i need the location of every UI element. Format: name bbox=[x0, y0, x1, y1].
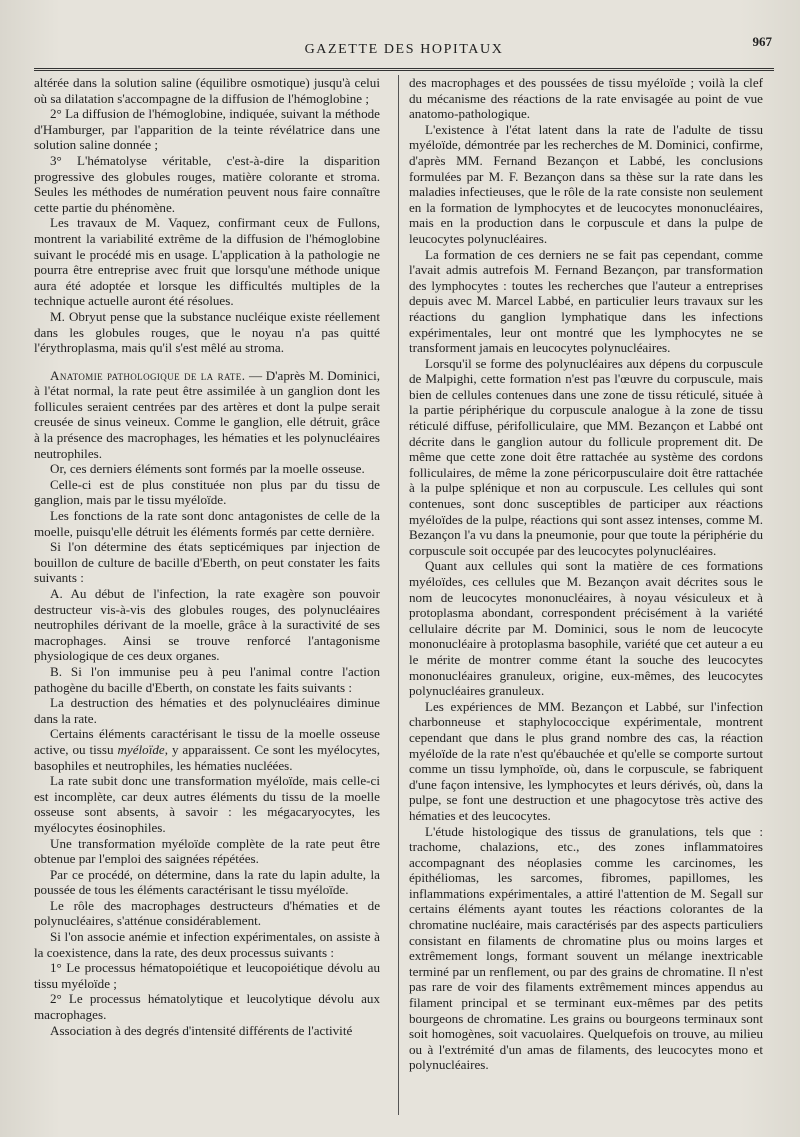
paragraph bbox=[34, 726, 380, 773]
paragraph: Lorsqu'il se forme des polynucléaires aux dépens du corpuscule de Malpighi, cette formation n'est pas l'œuvre du corpuscule, mais bien de cellules contenues dans une zone de tissu réticulé, située à la partie périphérique du corpuscule analogue à la zone de tissu réticulé diffuse, périfolliculaire, que MM. Bezançon et Labbé ont décrite dans le ganglion autour du follicule proprement dit. De même que cette zone doit être rattachée au système des cordons folliculaires, de même la zone péricorpusculaire doit être rattachée à la pulpe splénique et non au corpuscule. Les cellules qui sont contenues, sont donc susceptibles de participer aux réactions myéloïdes de la pulpe, réactions qui sont assez intenses, comme M. Bezançon l'a vu dans la pneumonie, pour que toute la périphérie du corpuscule soit occupée par des leucocytes polynucléaires. bbox=[409, 355, 763, 558]
paragraph: des macrophages et des poussées de tissu myéloïde ; voilà la clef du mécanisme des réactions de la rate envisagée au point de vue anatomo-pathologique. bbox=[409, 75, 763, 122]
text-columns bbox=[34, 75, 774, 1115]
page-header bbox=[34, 28, 774, 58]
paragraph: 3° L'hématolyse véritable, c'est-à-dire la disparition progressive des globules rouges, matière colorante et stroma. Seules les méthodes de numération peuvent nous faire connaître cette partie du phénomène. bbox=[34, 152, 380, 215]
section-gap bbox=[34, 356, 380, 368]
paragraph: 2° Le processus hématolytique et leucolytique dévolu aux macrophages. bbox=[34, 991, 380, 1023]
paragraph: Quant aux cellules qui sont la matière de ces formations myéloïdes, ces cellules que M. Bezançon avait décrites sous le nom de leucocytes mononucléaires, à noyau vésiculeux et à protoplasma abondant, correspondent précisément à la variété cellulaire décrite par M. Dominici, sous le nom de leucocyte mononucléaire à protoplasma basophile, variété que cet auteur a eu le mérite de montrer comme étant la souche des leucocytes mononucléaires granuleux, origine, eux-mêmes, des leucocytes polynucléaires granuleux. bbox=[409, 558, 763, 699]
text-span: Certains éléments caractérisant le tissu de la moelle osseuse active, ou tissu bbox=[34, 726, 380, 757]
paragraph: Les expériences de MM. Bezançon et Labbé, sur l'infection charbonneuse et staphylococcique expérimentale, montrent cependant que dans le plus grand nombre des cas, la réaction myéloïde de la rate n'est qu'ébauchée et qu'elle se comporte surtout comme un tissu lymphoïde, où, dans le corpuscule, se fabriquent d'une façon intensive, les lymphocytes et leurs dérivés, où, dans la pulpe, se font une destruction et une phagocytose très active des hématies et des leucocytes. bbox=[409, 698, 763, 823]
page-number: 967 bbox=[752, 34, 772, 49]
column-divider bbox=[398, 75, 399, 1115]
paragraph: M. Obryut pense que la substance nucléique existe réellement dans les globules rouges, que le noyau n'a pas quitté l'érythroplasma, mais qu'il s'est mêlé au stroma. bbox=[34, 308, 380, 356]
paragraph: Le rôle des macrophages destructeurs d'hématies et de polynucléaires, s'atténue considérablement. bbox=[34, 897, 380, 929]
paragraph: Les travaux de M. Vaquez, confirmant ceux de Fullons, montrent la variabilité extrême de la diffusion de l'hémoglobine suivant le procédé mis en usage. L'application à la pathologie ne pourra être entreprise avec fruit que lorsqu'une méthode unique aura été adoptée et lorsque les difficultés multiples de la technique actuelle auront été résolues. bbox=[34, 215, 380, 309]
paragraph: La rate subit donc une transformation myéloïde, mais celle-ci est incomplète, car deux autres éléments du tissu de la moelle osseuse sont absents, à savoir : les mégacaryocytes, les myélocytes éosinophiles. bbox=[34, 773, 380, 835]
paragraph: Association à des degrés d'intensité différents de l'activité bbox=[50, 1022, 353, 1038]
paragraph: altérée dans la solution saline (équilibre osmotique) jusqu'à celui où sa dilatation s'accompagne de la diffusion de l'hémoglobine ; bbox=[34, 75, 380, 106]
paragraph: La formation de ces derniers ne se fait pas cependant, comme l'avait admis autrefois M. Fernand Bezançon, par transformation des lymphocytes : toutes les recherches que l'auteur a entreprises depuis avec M. Marcel Labbé, en particulier leurs travaux sur les réactions du ganglion lymphatique dans les infections expérimentales, leur ont montré que les lymphocytes ne se transforment jamais en leucocytes polynucléaires. bbox=[409, 246, 763, 356]
paragraph: La destruction des hématies et des polynucléaires diminue dans la rate. bbox=[34, 695, 380, 726]
paragraph: L'existence à l'état latent dans la rate de l'adulte de tissu myéloïde, démontrée par les recherches de M. Dominici, confirme, d'après MM. Fernand Bezançon et Labbé, les conclusions formulées par M. F. Bezançon dans sa thèse sur la rate dans les maladies infectieuses, que le rôle de la rate consiste non seulement en la formation de lymphocytes et de leucocytes mononucléaires, mais en la production dans le corpuscule et dans la pulpe de leucocytes polynucléaires. bbox=[409, 121, 763, 246]
paragraph: A. Au début de l'infection, la rate exagère son pouvoir destructeur vis-à-vis des globules rouges, des polynucléaires neutrophiles dérivant de la moelle, grâce à la suractivité de ses macrophages. Ainsi se trouve renforcé l'antagonisme physiologique de ces deux organes. bbox=[34, 586, 380, 664]
section-text: — D'après M. Dominici, à l'état normal, la rate peut être assimilée à un ganglion dont les follicules seraient centrées par des artères et dont la pulpe serait creusée de sinus veineux. Comme le ganglion, elle détruit, grâce à la présence des macrophages, les hématies et les polynucléaires neutrophiles. bbox=[34, 367, 380, 461]
text-span: , y apparaissent. Ce sont les myélocytes, basophiles et neutrophiles, les hématies nucléées. bbox=[34, 741, 380, 773]
paragraph: Celle-ci est de plus constituée non plus par du tissu de ganglion, mais par le tissu myéloïde. bbox=[34, 476, 380, 508]
section-paragraph bbox=[34, 368, 380, 462]
journal-title: GAZETTE DES HOPITAUX bbox=[304, 42, 504, 57]
paragraph: Si l'on associe anémie et infection expérimentales, on assiste à la coexistence, dans la rate, des deux processus suivants : bbox=[34, 929, 380, 960]
paragraph: Si l'on détermine des états septicémiques par injection de bouillon de culture de bacille d'Eberth, on peut constater les faits suivants : bbox=[34, 539, 380, 586]
paragraph: Les fonctions de la rate sont donc antagonistes de celle de la moelle, puisqu'elle détruit les éléments formés par cette dernière. bbox=[34, 508, 380, 539]
paragraph: L'étude histologique des tissus de granulations, tels que : trachome, chalazions, etc., des zones inflammatoires accompagnant des néoplasies comme les carcinomes, les épithéliomas, les sarcomes, fibromes, papillomes, les inflammations expérimentales, a attiré l'attention de M. Segall sur certains éléments ayant toutes les réactions colorantes de la chromatine nucléaire, mais caractérisés par des aspects particuliers consistant en filaments de chromatine plus ou moins larges et extrêmement longs, formant souvent un mélange inextricable terminé par un renflement, ou par des grains de chromatine. Il n'est pas rare de voir des filaments extrêmement minces appendus au filament principal et se terminant eux-mêmes par des petits bourgeons de chromatine. Les grains ou bourgeons terminaux sont soit homogènes, soit vacuolaires. Quelquefois on trouve, au milieu ou à l'extrémité d'un amas de filaments, des leucocytes mono et polynucléaires. bbox=[409, 823, 763, 1073]
header-rule bbox=[34, 68, 774, 71]
paragraph: 2° La diffusion de l'hémoglobine, indiquée, suivant la méthode d'Hamburger, par l'apparition de la teinte révélatrice dans une solution saline donnée ; bbox=[34, 106, 380, 153]
right-column bbox=[407, 75, 763, 1115]
paragraph: 1° Le processus hématopoiétique et leucopoiétique dévolu au tissu myéloïde ; bbox=[34, 960, 380, 991]
paragraph: B. Si l'on immunise peu à peu l'animal contre l'action pathogène du bacille d'Eberth, on constate les faits suivants : bbox=[34, 663, 380, 695]
left-column bbox=[34, 75, 390, 1115]
italic-term: myéloïde bbox=[117, 741, 165, 757]
paragraph: Par ce procédé, on détermine, dans la rate du lapin adulte, la poussée de tous les éléments caractérisant le tissu myéloïde. bbox=[34, 866, 380, 898]
section-title: Anatomie pathologique de la rate. bbox=[50, 367, 246, 383]
paragraph: Or, ces derniers éléments sont formés par la moelle osseuse. bbox=[50, 461, 365, 477]
paragraph: Une transformation myéloïde complète de la rate peut être obtenue par l'emploi des saignées répétées. bbox=[34, 835, 380, 867]
